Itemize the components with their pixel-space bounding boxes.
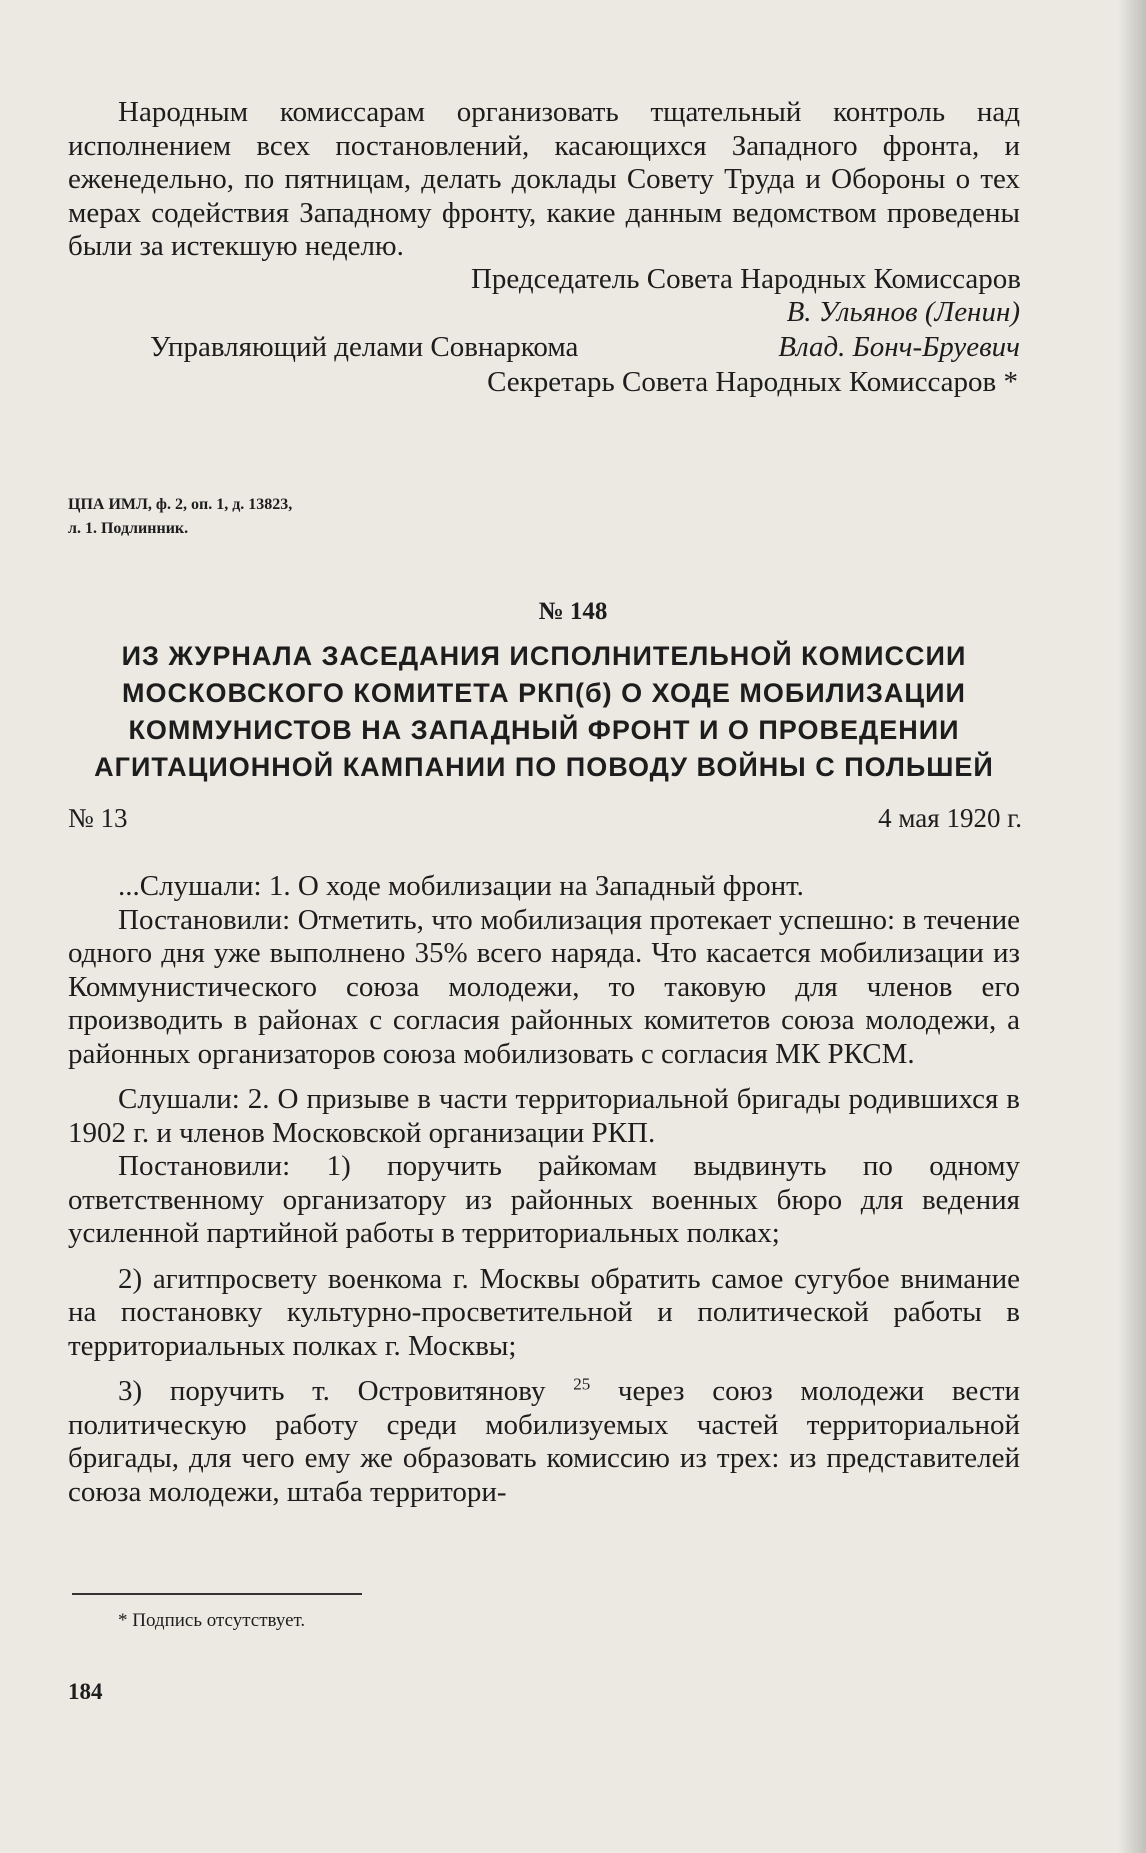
- heading-line: КОММУНИСТОВ НА ЗАПАДНЫЙ ФРОНТ И О ПРОВЕДЕНИИ: [128, 715, 960, 745]
- top-paragraph-block: [68, 96, 1020, 264]
- document-heading: [60, 638, 1028, 786]
- page-edge-shadow: [1118, 0, 1146, 1853]
- chairman-name: В. Ульянов (Ленин): [786, 296, 1020, 328]
- footnote: * Подпись отсутствует.: [118, 1610, 306, 1631]
- footnote-reference: 25: [573, 1374, 591, 1394]
- archive-line-2: л. 1. Подлинник.: [68, 520, 189, 537]
- footnote-divider: [72, 1593, 362, 1595]
- heading-line: МОСКОВСКОГО КОМИТЕТА РКП(б) О ХОДЕ МОБИЛИЗАЦИИ: [122, 678, 966, 708]
- main-text-block: [68, 870, 1020, 1509]
- heading-line: ИЗ ЖУРНАЛА ЗАСЕДАНИЯ ИСПОЛНИТЕЛЬНОЙ КОМИССИИ: [121, 641, 967, 671]
- chairman-title: Председатель Совета Народных Комиссаров: [470, 263, 1021, 295]
- paragraph-decided-2-1: Постановили: 1) поручить райкомам выдвинуть по одному ответственному организатору из районных военных бюро для ведения усиленной партийной работы в территориальных полках;: [68, 1150, 1020, 1249]
- document-date: 4 мая 1920 г.: [878, 803, 1022, 833]
- paragraph-decided-2-2: 2) агитпросвету военкома г. Москвы обратить самое сугубое внимание на постановку культурно-просветительной и политической работы в территориальных полках г. Москвы;: [68, 1262, 1020, 1362]
- manager-name: Влад. Бонч-Бруевич: [778, 331, 1020, 363]
- heading-line: АГИТАЦИОННОЙ КАМПАНИИ ПО ПОВОДУ ВОЙНЫ С ПОЛЬШЕЙ: [94, 752, 994, 782]
- page-number: 184: [68, 1679, 103, 1704]
- paragraph-3-text-end: через союз молодежи вести политическую работу среди мобилизуемых частей территориальной бригады, для чего ему же образовать комиссию из трех: из представителей союза молодежи, штаба территори-: [68, 1375, 1021, 1508]
- paragraph-heard-1: ...Слушали: 1. О ходе мобилизации на Западный фронт.: [118, 870, 804, 902]
- archive-reference: [68, 493, 292, 541]
- protocol-number: № 13: [68, 803, 128, 833]
- paragraph-3-text-start: 3) поручить т. Островитянову: [118, 1375, 546, 1407]
- archive-line-1: ЦПА ИМЛ, ф. 2, оп. 1, д. 13823,: [68, 496, 293, 513]
- paragraph-decided-2-3: [68, 1375, 1020, 1509]
- document-number: № 148: [538, 598, 608, 625]
- paragraph-heard-2: Слушали: 2. О призыве в части территориальной бригады родившихся в 1902 г. и членов Московской организации РКП.: [68, 1083, 1020, 1149]
- manager-title: Управляющий делами Совнаркома: [150, 331, 579, 363]
- secretary-line: Секретарь Совета Народных Комиссаров *: [487, 366, 1018, 398]
- top-paragraph: Народным комиссарам организовать тщательный контроль над исполнением всех постановлений, касающихся Западного фронта, и еженедельно, по пятницам, делать доклады Совету Труда и Обороны о тех мерах содействия Западному фронту, какие данным ведомством проведены были за истекшую неделю.: [68, 96, 1020, 262]
- paragraph-decided-1: Постановили: Отметить, что мобилизация протекает успешно: в течение одного дня уже выполнено 35% всего наряда. Что касается мобилизации из Коммунистического союза молодежи, то таковую для членов его производить в районах с согласия районных комитетов союза молодежи, а районных организаторов союза мобилизовать с согласия МК РКСМ.: [68, 903, 1020, 1070]
